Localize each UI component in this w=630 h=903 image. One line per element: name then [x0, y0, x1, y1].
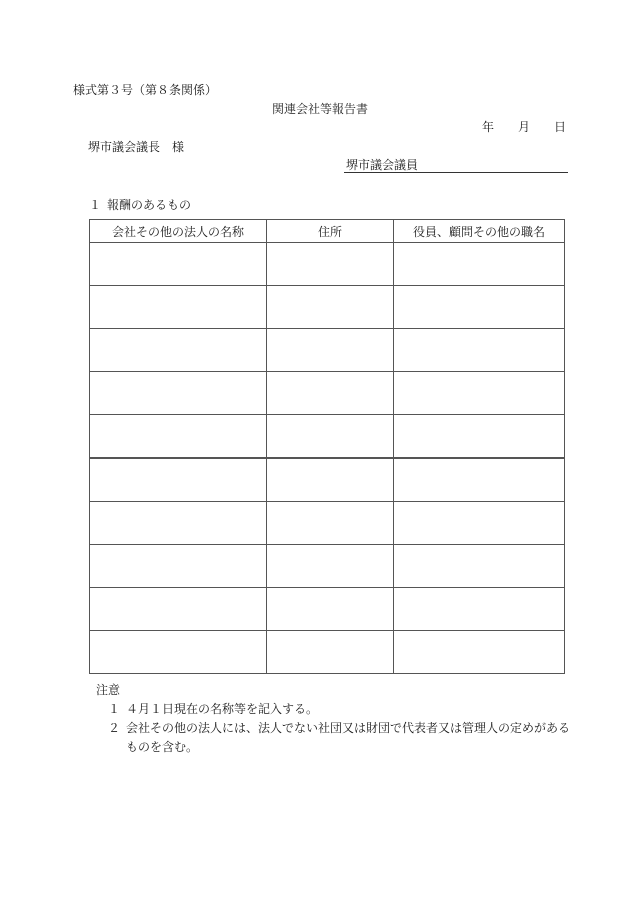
position-cell[interactable]: [394, 588, 565, 631]
section-heading: [89, 196, 191, 213]
addressee: 堺市議会議長 様: [88, 140, 185, 154]
table-row: [90, 588, 565, 631]
position-cell[interactable]: [394, 372, 565, 415]
note-item: [108, 700, 318, 717]
table-row: [90, 415, 565, 459]
notes-label: 注意: [96, 683, 121, 697]
note-text-continuation: ものを含む。: [126, 740, 199, 754]
note-item: [108, 719, 570, 736]
address-cell[interactable]: [267, 286, 394, 329]
position-cell[interactable]: [394, 329, 565, 372]
address-cell[interactable]: [267, 545, 394, 588]
date-year-label: 年: [482, 120, 495, 134]
company-name-cell[interactable]: [90, 458, 267, 502]
company-name-cell[interactable]: [90, 502, 267, 545]
date-line: [482, 118, 566, 135]
address-cell[interactable]: [267, 502, 394, 545]
address-cell[interactable]: [267, 372, 394, 415]
section-title: 報酬のあるもの: [107, 198, 192, 212]
note-text: 会社その他の法人には、法人でない社団又は財団で代表者又は管理人の定めがある: [126, 721, 571, 735]
company-name-cell[interactable]: [90, 631, 267, 674]
address-cell[interactable]: [267, 588, 394, 631]
company-name-cell[interactable]: [90, 286, 267, 329]
column-header-address: 住所: [267, 220, 394, 243]
note-text: ４月１日現在の名称等を記入する。: [126, 702, 319, 716]
table-row: [90, 243, 565, 286]
form-number: 様式第３号（第８条関係）: [73, 83, 218, 97]
position-cell[interactable]: [394, 243, 565, 286]
table-row: [90, 372, 565, 415]
address-cell[interactable]: [267, 631, 394, 674]
position-cell[interactable]: [394, 631, 565, 674]
table-row: [90, 631, 565, 674]
address-cell[interactable]: [267, 415, 394, 459]
table-row: [90, 286, 565, 329]
table-header-row: [90, 220, 565, 243]
table-row: [90, 458, 565, 502]
position-cell[interactable]: [394, 545, 565, 588]
address-cell[interactable]: [267, 243, 394, 286]
note-number: １: [108, 702, 121, 716]
sender-label: 堺市議会議員: [346, 158, 419, 172]
sender-signature-line: [344, 156, 568, 173]
address-cell[interactable]: [267, 458, 394, 502]
table-row: [90, 545, 565, 588]
company-name-cell[interactable]: [90, 415, 267, 459]
company-name-cell[interactable]: [90, 588, 267, 631]
position-cell[interactable]: [394, 286, 565, 329]
table-row: [90, 502, 565, 545]
address-cell[interactable]: [267, 329, 394, 372]
position-cell[interactable]: [394, 502, 565, 545]
document-title: 関連会社等報告書: [272, 102, 369, 116]
company-name-cell[interactable]: [90, 372, 267, 415]
position-cell[interactable]: [394, 415, 565, 459]
company-name-cell[interactable]: [90, 545, 267, 588]
column-header-position: 役員、顧問その他の職名: [394, 220, 565, 243]
section-number: １: [89, 198, 102, 212]
position-cell[interactable]: [394, 458, 565, 502]
company-name-cell[interactable]: [90, 329, 267, 372]
date-month-label: 月: [518, 120, 531, 134]
note-number: ２: [108, 721, 121, 735]
column-header-company-name: 会社その他の法人の名称: [90, 220, 267, 243]
report-table: [89, 219, 565, 674]
table-row: [90, 329, 565, 372]
date-day-label: 日: [554, 120, 567, 134]
company-name-cell[interactable]: [90, 243, 267, 286]
